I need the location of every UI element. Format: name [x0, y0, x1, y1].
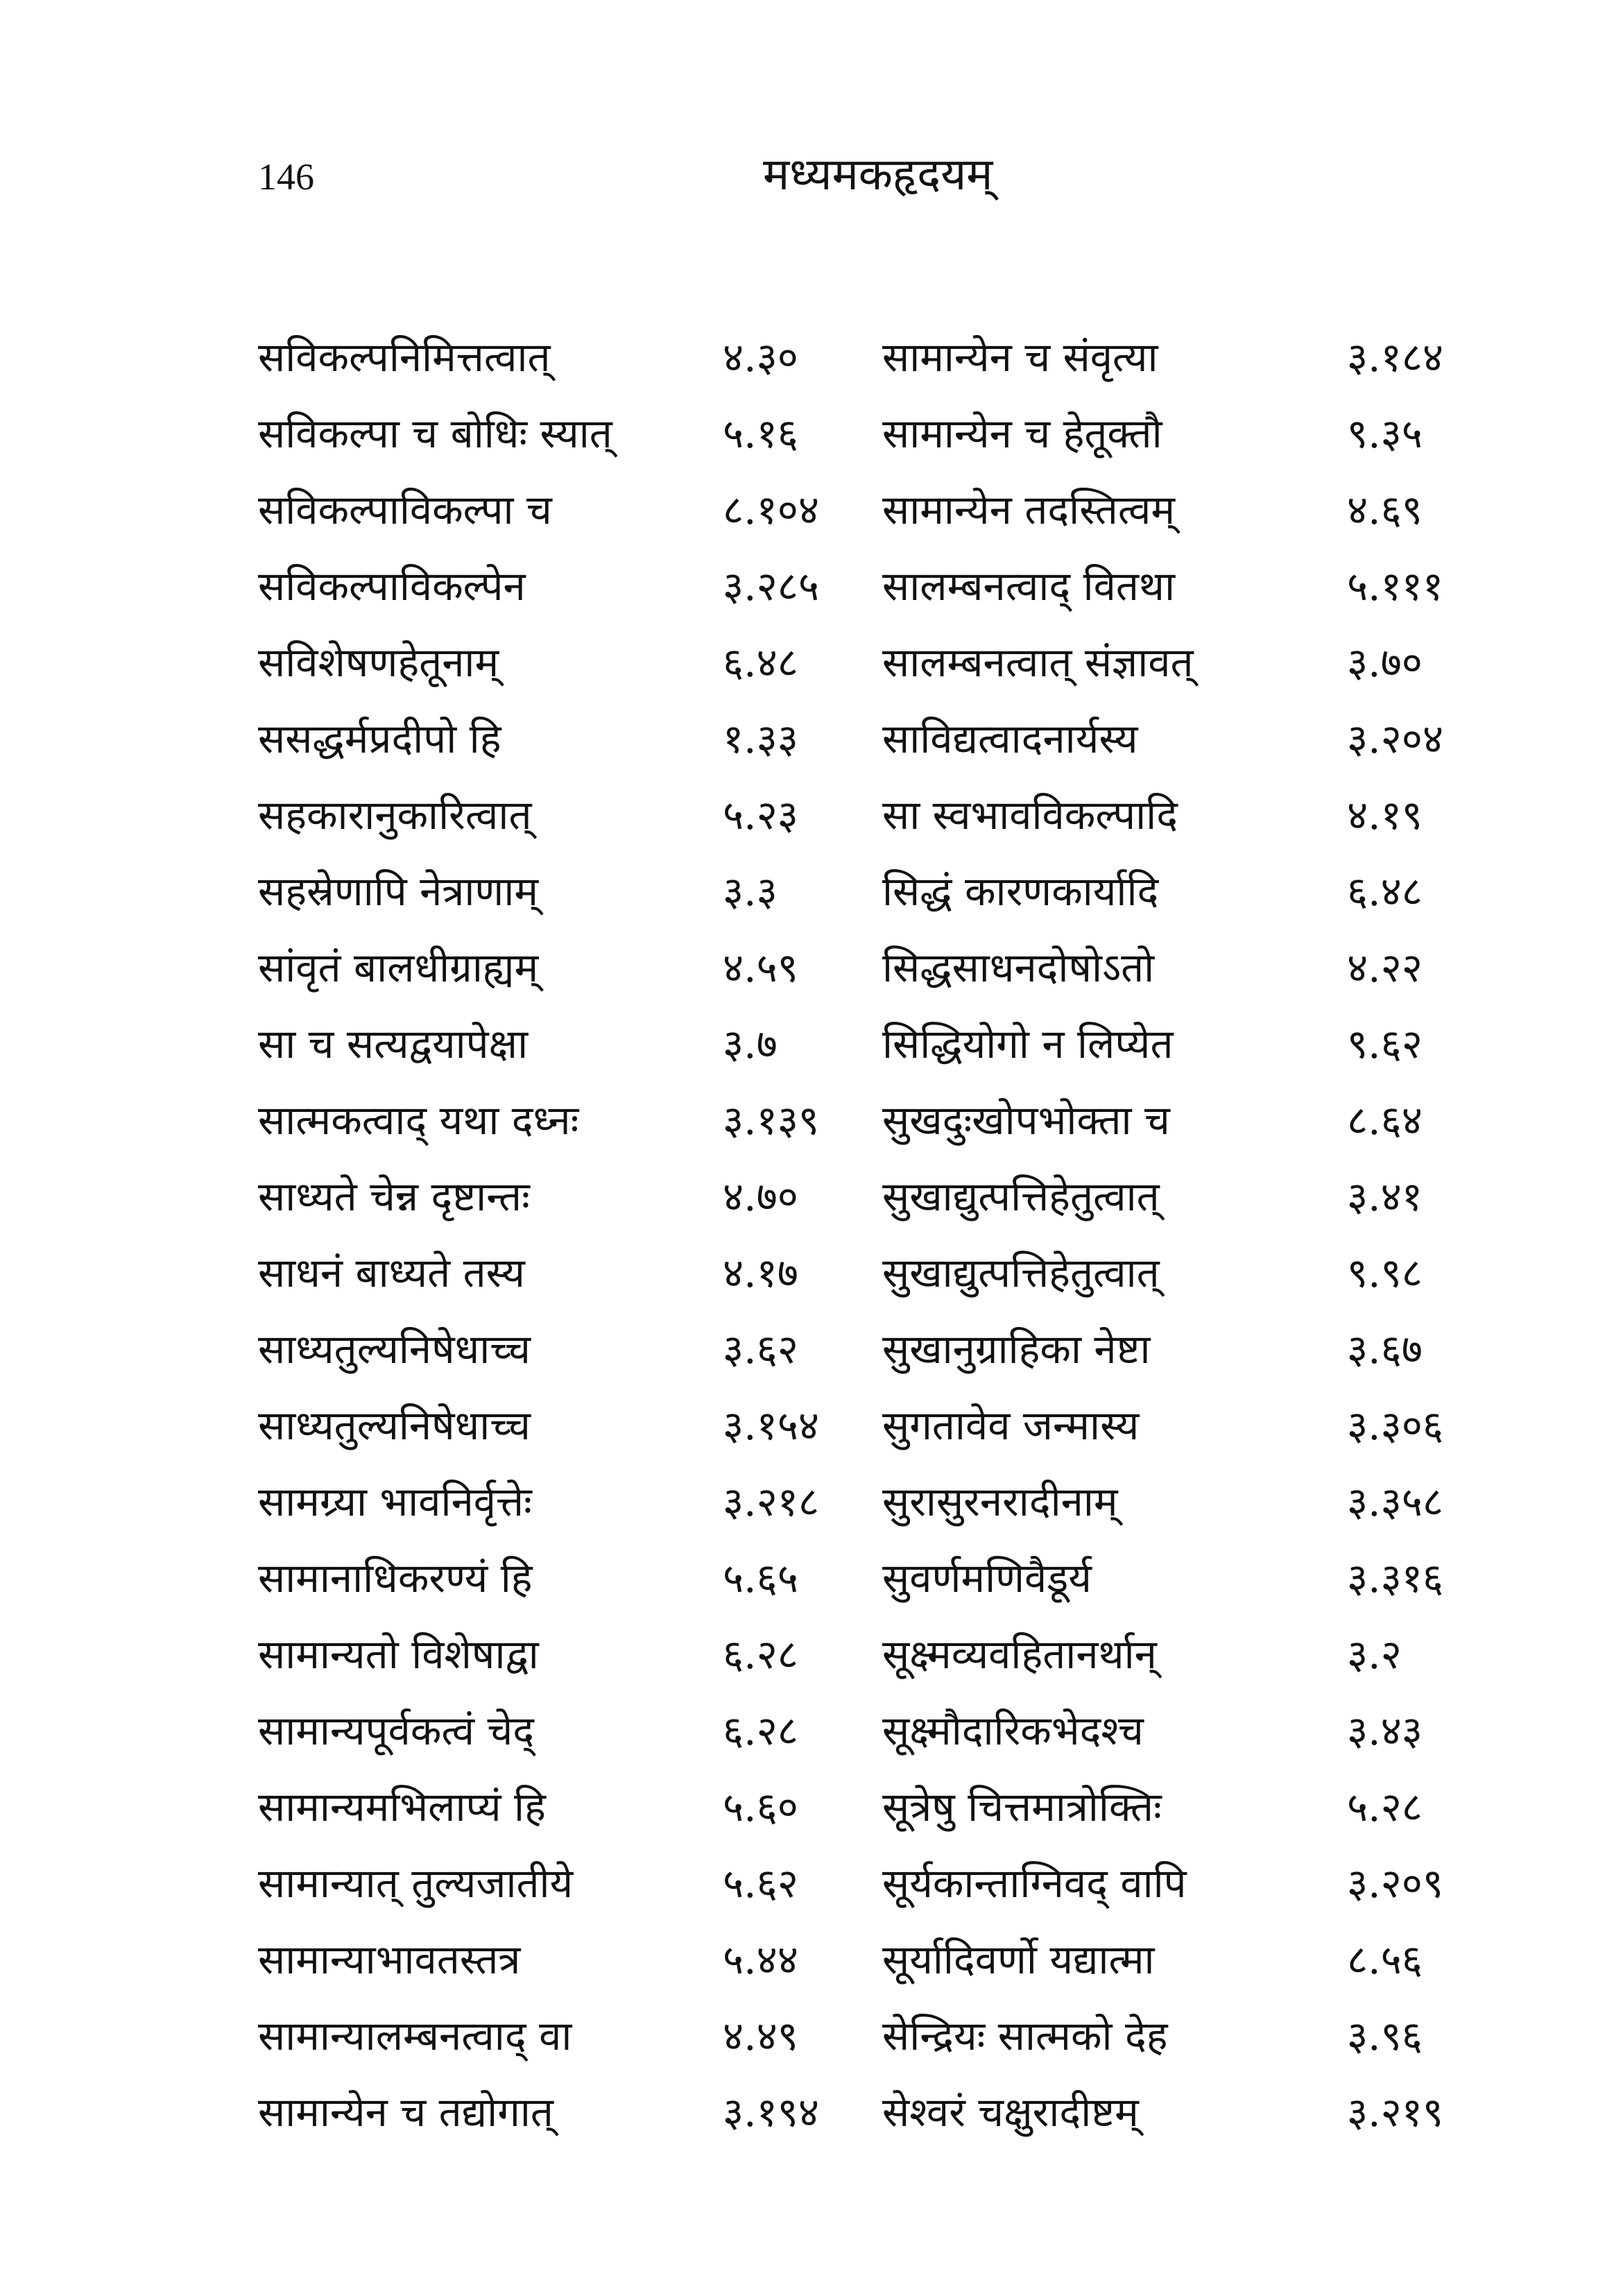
right-verse: सुखदुःखोपभोक्ता च: [882, 1097, 1170, 1144]
index-row: [258, 395, 1479, 472]
right-verse: सुखाद्युत्पत्तिहेतुत्वात्: [882, 1249, 1160, 1296]
left-reference: ३.२८५: [723, 563, 820, 610]
left-reference: ४.५९: [723, 944, 798, 991]
right-reference: ३.९६: [1347, 2012, 1423, 2059]
right-reference: ३.३५८: [1347, 1478, 1444, 1525]
left-reference: ५.६५: [723, 1554, 798, 1602]
right-reference: ३.३१६: [1347, 1554, 1444, 1602]
index-row: [258, 1464, 1479, 1540]
index-row: [258, 701, 1479, 777]
left-verse: सामान्यात् तुल्यजातीये: [258, 1860, 574, 1907]
right-reference: ३.४३: [1347, 1707, 1423, 1754]
index-row: [258, 929, 1479, 1006]
index-row: [258, 1921, 1479, 1998]
left-verse: सामान्येन च तद्योगात्: [258, 2089, 553, 2136]
right-reference: ८.५६: [1347, 1936, 1423, 1983]
index-row: [258, 1845, 1479, 1921]
right-reference: ३.१८४: [1347, 334, 1444, 381]
right-reference: ६.४८: [1347, 868, 1423, 915]
left-verse: सविकल्पनिमित्तत्वात्: [258, 334, 551, 381]
left-verse: साध्यते चेन्न दृष्टान्तः: [258, 1173, 530, 1220]
left-reference: ४.३०: [723, 334, 798, 381]
index-row: [258, 548, 1479, 624]
verse-index-table: [258, 319, 1479, 2150]
left-verse: सविकल्पाविकल्पा च: [258, 486, 552, 533]
right-reference: ९.६२: [1347, 1020, 1423, 1068]
right-verse: सुवर्णमणिवैडूर्य: [882, 1554, 1092, 1602]
index-row: [258, 1082, 1479, 1158]
index-row: [258, 624, 1479, 701]
right-reference: ४.६९: [1347, 486, 1423, 533]
left-reference: ३.६२: [723, 1326, 798, 1373]
left-reference: ३.२१८: [723, 1478, 820, 1525]
left-verse: सामान्यपूर्वकत्वं चेद्: [258, 1707, 535, 1754]
right-verse: सुखाद्युत्पत्तिहेतुत्वात्: [882, 1173, 1160, 1220]
index-row: [258, 1311, 1479, 1387]
right-verse: सिद्धं कारणकार्यादि: [882, 868, 1159, 915]
right-verse: सामान्येन च संवृत्या: [882, 334, 1158, 381]
left-reference: ५.६०: [723, 1783, 798, 1831]
right-reference: ३.२०४: [1347, 715, 1444, 762]
right-verse: सूर्यादिवर्णो यद्यात्मा: [882, 1936, 1155, 1983]
left-verse: सामान्यमभिलाप्यं हि: [258, 1783, 546, 1831]
index-row: [258, 1540, 1479, 1616]
right-reference: ३.२१९: [1347, 2089, 1444, 2136]
right-reference: ५.२८: [1347, 1783, 1423, 1831]
index-row: [258, 1693, 1479, 1769]
index-row: [258, 1998, 1479, 2074]
left-reference: ६.४८: [723, 639, 798, 686]
right-verse: साविद्यत्वादनार्यस्य: [882, 715, 1138, 762]
index-row: [258, 1235, 1479, 1311]
left-reference: ३.३: [723, 868, 778, 915]
index-row: [258, 2074, 1479, 2150]
left-reference: ५.६२: [723, 1860, 798, 1907]
right-reference: ३.६७: [1347, 1326, 1423, 1373]
right-verse: सूत्रेषु चित्तमात्रोक्तिः: [882, 1783, 1162, 1831]
left-reference: ४.७०: [723, 1173, 798, 1220]
left-verse: सामानाधिकरण्यं हि: [258, 1554, 533, 1602]
right-reference: ९.३५: [1347, 410, 1423, 457]
left-verse: साधनं बाध्यते तस्य: [258, 1249, 525, 1296]
running-title: मध्यमकहृदयम्: [763, 149, 993, 200]
right-reference: ३.३०६: [1347, 1402, 1444, 1449]
right-verse: सामान्येन तदस्तित्वम्: [882, 486, 1176, 533]
index-row: [258, 1616, 1479, 1693]
left-verse: सामान्याभावतस्तत्र: [258, 1936, 521, 1983]
right-verse: सा स्वभावविकल्पादि: [882, 791, 1178, 839]
index-row: [258, 1387, 1479, 1464]
left-reference: ४.४९: [723, 2012, 798, 2059]
left-reference: ३.७: [723, 1020, 778, 1068]
left-reference: ४.१७: [723, 1249, 798, 1296]
page-number: 146: [258, 156, 314, 198]
index-row: [258, 472, 1479, 548]
left-verse: सविकल्पा च बोधिः स्यात्: [258, 410, 612, 457]
right-verse: सूक्ष्मव्यवहितानर्थान्: [882, 1631, 1157, 1678]
left-reference: ३.१५४: [723, 1402, 820, 1449]
right-verse: सूक्ष्मौदारिकभेदश्च: [882, 1707, 1144, 1754]
left-verse: सहकारानुकारित्वात्: [258, 791, 532, 839]
left-verse: ससद्धर्मप्रदीपो हि: [258, 715, 501, 762]
right-reference: ९.९८: [1347, 1249, 1423, 1296]
left-reference: ५.२३: [723, 791, 798, 839]
right-verse: सालम्बनत्वाद् वितथा: [882, 563, 1176, 610]
left-verse: सा च सत्यद्वयापेक्षा: [258, 1020, 529, 1068]
left-reference: १.३३: [723, 715, 798, 762]
left-reference: ६.२८: [723, 1707, 798, 1754]
right-verse: सालम्बनत्वात् संज्ञावत्: [882, 639, 1194, 686]
left-verse: सविशेषणहेतूनाम्: [258, 639, 499, 686]
index-row: [258, 1158, 1479, 1235]
left-verse: सविकल्पाविकल्पेन: [258, 563, 526, 610]
left-verse: साध्यतुल्यनिषेधाच्च: [258, 1326, 531, 1373]
right-reference: ४.१९: [1347, 791, 1423, 839]
left-reference: ५.१६: [723, 410, 798, 457]
right-verse: सुरासुरनरादीनाम्: [882, 1478, 1118, 1525]
index-row: [258, 319, 1479, 395]
right-reference: ५.१११: [1347, 563, 1444, 610]
index-row: [258, 853, 1479, 929]
index-row: [258, 1006, 1479, 1082]
left-reference: ८.१०४: [723, 486, 820, 533]
right-verse: सुखानुग्राहिका नेष्टा: [882, 1326, 1151, 1373]
right-verse: सिद्धियोगो न लिप्येत: [882, 1020, 1174, 1068]
right-reference: ३.२: [1347, 1631, 1402, 1678]
left-reference: ३.१९४: [723, 2089, 820, 2136]
left-verse: सामग्र्या भावनिर्वृत्तेः: [258, 1478, 532, 1525]
right-reference: ३.४१: [1347, 1173, 1423, 1220]
left-verse: सांवृतं बालधीग्राह्यम्: [258, 944, 539, 991]
right-verse: सुगतावेव जन्मास्य: [882, 1402, 1140, 1449]
index-row: [258, 777, 1479, 853]
left-verse: साध्यतुल्यनिषेधाच्च: [258, 1402, 531, 1449]
left-reference: ६.२८: [723, 1631, 798, 1678]
left-verse: सामान्यतो विशेषाद्वा: [258, 1631, 539, 1678]
right-verse: सेन्द्रियः सात्मको देह: [882, 2012, 1168, 2059]
index-row: [258, 1769, 1479, 1845]
right-verse: सिद्धसाधनदोषोऽतो: [882, 944, 1155, 991]
left-verse: सहस्रेणापि नेत्राणाम्: [258, 868, 539, 915]
right-reference: ४.२२: [1347, 944, 1423, 991]
left-reference: ५.४४: [723, 1936, 798, 1983]
right-verse: सूर्यकान्ताग्निवद् वापि: [882, 1860, 1187, 1907]
right-verse: सामान्येन च हेतूक्तौ: [882, 410, 1162, 457]
right-verse: सेश्वरं चक्षुरादीष्टम्: [882, 2089, 1139, 2136]
left-verse: सामान्यालम्बनत्वाद् वा: [258, 2012, 572, 2059]
right-reference: ३.२०९: [1347, 1860, 1444, 1907]
right-reference: ८.६४: [1347, 1097, 1423, 1144]
right-reference: ३.७०: [1347, 639, 1423, 686]
left-reference: ३.१३९: [723, 1097, 820, 1144]
left-verse: सात्मकत्वाद् यथा दध्नः: [258, 1097, 579, 1144]
